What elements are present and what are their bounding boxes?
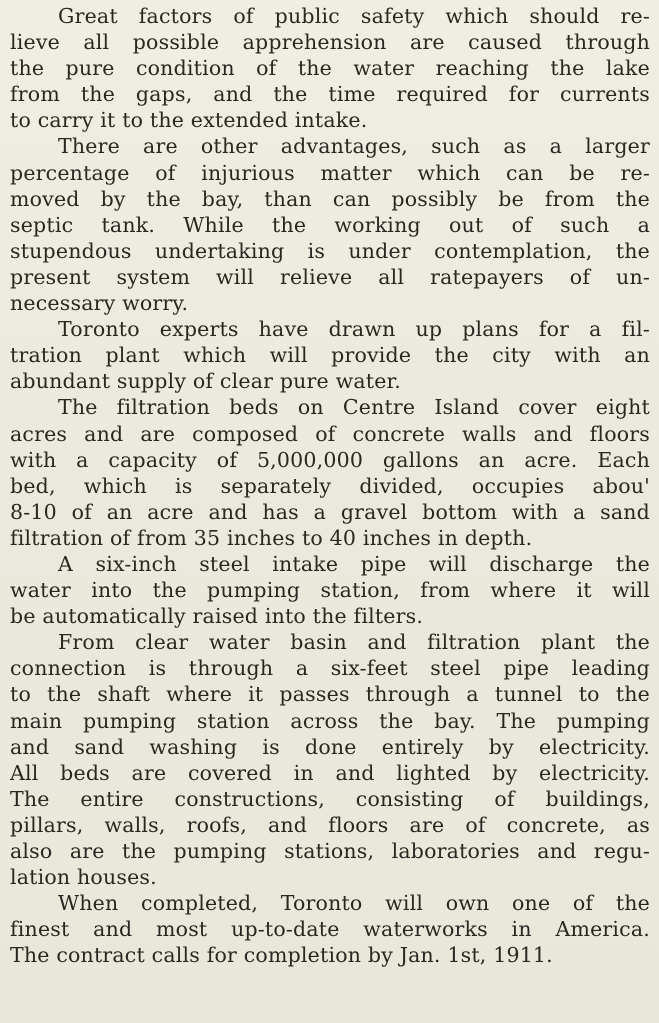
text-line: main pumping station across the bay. The pumping	[10, 708, 650, 733]
text-line: to carry it to the extended intake.	[10, 108, 368, 133]
text-line: From clear water basin and filtration plant the	[58, 630, 650, 655]
text-line: lieve all possible apprehension are caused through	[10, 30, 650, 55]
text-line: acres and are composed of concrete walls and floors	[10, 421, 650, 446]
text-line: pillars, walls, roofs, and floors are of concrete, as	[10, 812, 650, 837]
text-line: also are the pumping stations, laboratories and regu-	[10, 839, 650, 863]
text-line: 8-10 of an acre and has a gravel bottom with a sand	[10, 499, 650, 524]
text-line: septic tank. While the working out of such a	[10, 212, 650, 237]
text-line: moved by the bay, than can possibly be from the	[10, 186, 650, 211]
text-line: stupendous undertaking is under contemplation, the	[10, 238, 650, 263]
text-line: Toronto experts have drawn up plans for a fil-	[58, 317, 650, 342]
text-line: A six-inch steel intake pipe will discharge the	[58, 551, 650, 576]
text-line: and sand washing is done entirely by electricity.	[10, 734, 650, 759]
text-line: Great factors of public safety which should re-	[58, 4, 650, 28]
text-line: from the gaps, and the time required for currents	[10, 82, 650, 107]
text-line: present system will relieve all ratepayers of un-	[10, 264, 650, 289]
paragraph	[10, 133, 650, 316]
text-line: When completed, Toronto will own one of the	[58, 891, 650, 916]
text-line: necessary worry.	[10, 291, 189, 316]
text-line: lation houses.	[10, 865, 157, 890]
text-line: abundant supply of clear pure water.	[10, 369, 402, 394]
paragraph	[10, 316, 650, 394]
paragraph	[10, 394, 650, 551]
text-line: bed, which is separately divided, occupies abou'	[10, 473, 650, 498]
text-line: The contract calls for completion by Jan. 1st, 1911.	[10, 943, 553, 968]
text-line: The entire constructions, consisting of buildings,	[10, 786, 650, 811]
text-line: All beds are covered in and lighted by electricity.	[10, 760, 650, 785]
paragraph	[10, 551, 650, 629]
text-line: finest and most up-to-date waterworks in America.	[10, 917, 650, 942]
text-line: to the shaft where it passes through a tunnel to the	[10, 682, 650, 707]
paragraph	[10, 629, 650, 890]
text-line: connection is through a six-feet steel pipe leading	[10, 656, 650, 681]
text-line: percentage of injurious matter which can be re-	[10, 160, 650, 185]
text-line: water into the pumping station, from where it will	[10, 578, 650, 603]
text-line: the pure condition of the water reaching the lake	[10, 56, 650, 81]
text-line: The filtration beds on Centre Island cover eight	[58, 395, 650, 420]
paragraph	[10, 890, 650, 968]
text-line: tration plant which will provide the city with an	[10, 343, 650, 368]
paragraph	[10, 3, 650, 133]
text-line: There are other advantages, such as a larger	[58, 134, 650, 159]
text-line: be automatically raised into the filters.	[10, 604, 424, 629]
text-line: with a capacity of 5,000,000 gallons an acre. Each	[10, 447, 650, 472]
article-body	[10, 3, 650, 968]
text-line: filtration of from 35 inches to 40 inches in depth.	[10, 525, 533, 550]
